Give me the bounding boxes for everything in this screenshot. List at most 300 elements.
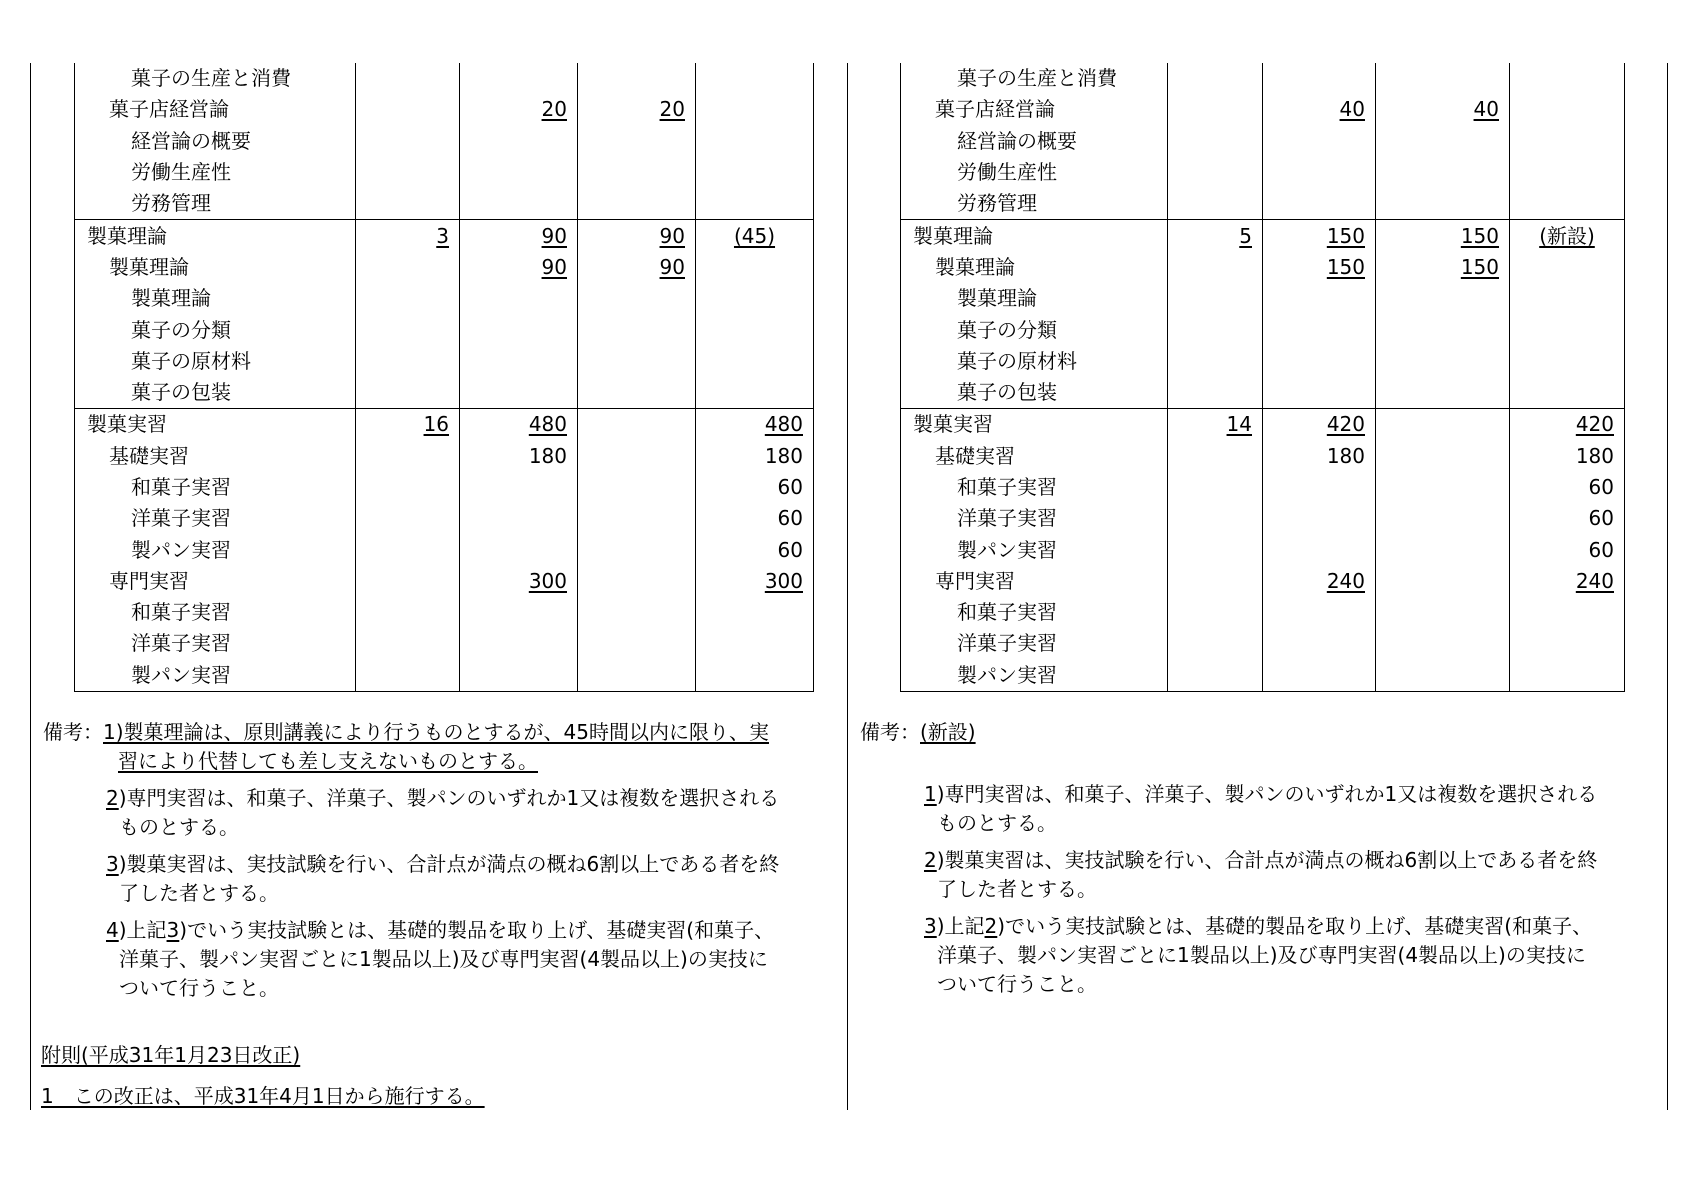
value-cell xyxy=(1510,660,1625,692)
value-cell xyxy=(696,63,814,94)
subject-cell xyxy=(75,252,356,283)
value-cell xyxy=(460,63,578,94)
subject-name: 菓子店経営論 xyxy=(935,97,1055,122)
left-notes xyxy=(43,718,779,1003)
value-cell xyxy=(696,409,814,441)
subject-name: 経営論の概要 xyxy=(131,128,251,153)
value-cell xyxy=(1168,472,1263,503)
note-text: )でいう実技試験とは、基礎的製品を取り上げ、基礎実習(和菓子、 xyxy=(997,914,1593,938)
subject-cell xyxy=(75,566,356,597)
subject-cell xyxy=(75,314,356,345)
subject-name: 製菓理論 xyxy=(109,254,189,279)
subject-name: 製菓理論 xyxy=(957,286,1037,311)
value: 60 xyxy=(1588,506,1614,531)
value-cell xyxy=(1168,597,1263,628)
subject-name: 菓子の生産と消費 xyxy=(957,66,1117,91)
table-row xyxy=(75,377,814,409)
note-line xyxy=(106,850,779,879)
subject-name: 菓子の原材料 xyxy=(131,348,251,373)
value: 180 xyxy=(1575,443,1614,468)
value-cell xyxy=(1510,157,1625,188)
left-curriculum-table xyxy=(74,63,814,692)
value-cell xyxy=(1376,377,1510,409)
value-cell xyxy=(1376,409,1510,441)
subject-name: 菓子の分類 xyxy=(131,317,231,342)
value: 40 xyxy=(1473,97,1499,122)
note-line xyxy=(106,813,779,842)
value: 60 xyxy=(777,506,803,531)
note-line xyxy=(924,809,1597,838)
table-row xyxy=(75,188,814,220)
value-cell xyxy=(1263,314,1376,345)
value-cell xyxy=(578,126,696,157)
note-line xyxy=(924,970,1597,999)
table-row xyxy=(75,441,814,472)
value-cell xyxy=(696,314,814,345)
subject-name: 労務管理 xyxy=(131,191,211,216)
value-cell xyxy=(1510,566,1625,597)
value-cell xyxy=(696,472,814,503)
value-cell xyxy=(578,94,696,125)
value-cell xyxy=(1510,188,1625,220)
value: 60 xyxy=(777,537,803,562)
subject-cell xyxy=(75,188,356,220)
value-cell xyxy=(578,252,696,283)
note-text: 洋菓子、製パン実習ごとに1製品以上)及び専門実習(4製品以上)の実技に xyxy=(119,947,768,971)
subject-cell xyxy=(901,188,1168,220)
value: 5 xyxy=(1239,223,1252,248)
value-cell xyxy=(460,534,578,565)
subject-name: 菓子店経営論 xyxy=(109,97,229,122)
value-cell xyxy=(356,346,460,377)
subject-name: 労働生産性 xyxy=(131,160,231,185)
value-cell xyxy=(578,157,696,188)
value-cell xyxy=(356,377,460,409)
value-cell xyxy=(578,534,696,565)
value-cell xyxy=(1376,283,1510,314)
note-text: )製菓実習は、実技試験を行い、合計点が満点の概ね6割以上である者を終 xyxy=(936,848,1598,872)
value-cell xyxy=(696,377,814,409)
table-row xyxy=(901,188,1625,220)
right-notes xyxy=(860,718,1597,999)
value-cell xyxy=(1376,188,1510,220)
value-cell xyxy=(1376,534,1510,565)
value: 16 xyxy=(423,412,449,437)
value: 40 xyxy=(1339,97,1365,122)
subject-name: 洋菓子実習 xyxy=(957,506,1057,531)
value-cell xyxy=(696,566,814,597)
value: 60 xyxy=(777,475,803,499)
table-row xyxy=(901,314,1625,345)
subject-cell xyxy=(75,597,356,628)
subject-cell xyxy=(75,377,356,409)
note-line xyxy=(106,784,779,813)
subject-cell xyxy=(75,628,356,659)
subject-name: 洋菓子実習 xyxy=(131,506,231,531)
note-line xyxy=(106,879,779,908)
note-line xyxy=(106,945,779,974)
table-row xyxy=(901,409,1625,441)
value-cell xyxy=(1263,503,1376,534)
subject-name: 製菓理論 xyxy=(935,254,1015,279)
value-cell xyxy=(356,314,460,345)
subject-cell xyxy=(901,63,1168,94)
subject-name: 基礎実習 xyxy=(935,443,1015,468)
note-text: )上記 xyxy=(936,914,985,938)
note-text: )上記 xyxy=(118,918,167,942)
value-cell xyxy=(356,126,460,157)
value-cell xyxy=(1376,63,1510,94)
value-cell xyxy=(1510,314,1625,345)
subject-cell xyxy=(75,441,356,472)
value-cell xyxy=(1168,346,1263,377)
table-row xyxy=(75,220,814,252)
value-cell xyxy=(1510,377,1625,409)
value-cell xyxy=(578,660,696,692)
subject-cell xyxy=(75,472,356,503)
value-cell xyxy=(1263,628,1376,659)
value: 60 xyxy=(1588,537,1614,562)
value-cell xyxy=(1376,628,1510,659)
value-cell xyxy=(356,660,460,692)
subject-name: 菓子の包装 xyxy=(957,380,1057,405)
value-cell xyxy=(356,283,460,314)
note-text: ついて行うこと。 xyxy=(937,972,1097,996)
value: 90 xyxy=(659,223,685,248)
subject-cell xyxy=(75,346,356,377)
value: 240 xyxy=(1326,568,1365,593)
value-cell xyxy=(1168,503,1263,534)
value-cell xyxy=(1168,63,1263,94)
value-cell xyxy=(1263,94,1376,125)
value-cell xyxy=(1168,409,1263,441)
value: 90 xyxy=(541,254,567,279)
subject-name: 菓子の原材料 xyxy=(957,348,1077,373)
subject-cell xyxy=(901,346,1168,377)
subject-cell xyxy=(75,534,356,565)
subject-name: 和菓子実習 xyxy=(131,475,231,499)
value: 420 xyxy=(1575,412,1614,437)
subject-cell xyxy=(901,220,1168,252)
note-text: 1 xyxy=(924,782,937,806)
value-cell xyxy=(1263,346,1376,377)
value-cell xyxy=(1376,220,1510,252)
table-row xyxy=(901,220,1625,252)
value-cell xyxy=(1376,94,1510,125)
value-cell xyxy=(1376,566,1510,597)
value-cell xyxy=(578,597,696,628)
value-cell xyxy=(696,188,814,220)
note-line xyxy=(924,875,1597,904)
value-cell xyxy=(696,503,814,534)
note-text: 洋菓子、製パン実習ごとに1製品以上)及び専門実習(4製品以上)の実技に xyxy=(937,943,1586,967)
subject-name: 洋菓子実習 xyxy=(131,631,231,656)
left-page-border xyxy=(30,63,31,1110)
value-cell xyxy=(356,441,460,472)
table-row xyxy=(901,63,1625,94)
value: 180 xyxy=(764,443,803,468)
value-cell xyxy=(1263,472,1376,503)
value-cell xyxy=(578,472,696,503)
note-line xyxy=(924,780,1597,809)
value-cell xyxy=(1168,283,1263,314)
subject-name: 和菓子実習 xyxy=(131,600,231,625)
value-cell xyxy=(460,252,578,283)
note-line xyxy=(924,941,1597,970)
table-row xyxy=(901,660,1625,692)
table-row xyxy=(75,314,814,345)
value-cell xyxy=(356,534,460,565)
table-row xyxy=(75,628,814,659)
value-cell xyxy=(1168,252,1263,283)
notes-label: 備考： xyxy=(43,720,103,744)
value-cell xyxy=(460,346,578,377)
table-row xyxy=(75,126,814,157)
value-cell xyxy=(1510,126,1625,157)
note-line xyxy=(924,846,1597,875)
note-text: ついて行うこと。 xyxy=(119,976,279,1000)
supplementary-provisions xyxy=(41,1041,485,1111)
value: 3 xyxy=(436,223,449,248)
note-line xyxy=(924,912,1597,941)
value-cell xyxy=(356,220,460,252)
value-cell xyxy=(1510,472,1625,503)
value-cell xyxy=(1168,157,1263,188)
value: 180 xyxy=(1326,443,1365,468)
table-row xyxy=(901,126,1625,157)
value: 480 xyxy=(528,412,567,437)
value-cell xyxy=(1376,252,1510,283)
table-row xyxy=(75,597,814,628)
value-cell xyxy=(1510,252,1625,283)
note-text: ものとする。 xyxy=(119,815,239,839)
value: 300 xyxy=(528,568,567,593)
value-cell xyxy=(1168,660,1263,692)
table-row xyxy=(901,346,1625,377)
table-row xyxy=(75,566,814,597)
note-item xyxy=(860,912,1597,999)
note-text: 2 xyxy=(924,848,937,872)
value-cell xyxy=(1263,63,1376,94)
subject-cell xyxy=(901,409,1168,441)
value-cell xyxy=(460,628,578,659)
value-cell xyxy=(356,409,460,441)
subject-cell xyxy=(901,377,1168,409)
value-cell xyxy=(356,472,460,503)
value-cell xyxy=(1376,314,1510,345)
value-cell xyxy=(1510,283,1625,314)
value-cell xyxy=(1168,314,1263,345)
subject-cell xyxy=(75,94,356,125)
subject-cell xyxy=(901,628,1168,659)
table-row xyxy=(75,63,814,94)
value-cell xyxy=(1168,188,1263,220)
table-row xyxy=(901,252,1625,283)
value-cell xyxy=(578,377,696,409)
value-cell xyxy=(1263,377,1376,409)
value: (45) xyxy=(733,223,776,248)
supplementary-item: 1 この改正は、平成31年4月1日から施行する。 xyxy=(41,1084,485,1108)
note-item xyxy=(43,784,779,842)
value-cell xyxy=(696,220,814,252)
value-cell xyxy=(1263,441,1376,472)
value-cell xyxy=(696,346,814,377)
subject-name: 製パン実習 xyxy=(957,537,1057,562)
value-cell xyxy=(356,597,460,628)
right-curriculum-table xyxy=(900,63,1625,692)
value: 150 xyxy=(1326,254,1365,279)
note-text: 2 xyxy=(984,914,998,938)
subject-cell xyxy=(901,597,1168,628)
value: 180 xyxy=(528,443,567,468)
subject-name: 製パン実習 xyxy=(131,662,231,687)
note-text: 2 xyxy=(106,786,119,810)
note-line xyxy=(106,974,779,1003)
value: 60 xyxy=(1588,475,1614,499)
value-cell xyxy=(460,472,578,503)
value-cell xyxy=(578,409,696,441)
note-line xyxy=(106,916,779,945)
subject-name: 和菓子実習 xyxy=(957,600,1057,625)
subject-cell xyxy=(75,283,356,314)
table-row xyxy=(901,472,1625,503)
note-text: 了した者とする。 xyxy=(937,877,1097,901)
value-cell xyxy=(1376,503,1510,534)
subject-name: 菓子の包装 xyxy=(131,380,231,405)
table-row xyxy=(75,283,814,314)
table-row xyxy=(901,441,1625,472)
subject-name: 製菓理論 xyxy=(131,286,211,311)
value-cell xyxy=(1376,441,1510,472)
note-item xyxy=(860,846,1597,904)
notes-spacer xyxy=(860,747,1597,772)
value-cell xyxy=(578,346,696,377)
value-cell xyxy=(1510,346,1625,377)
subject-cell xyxy=(901,503,1168,534)
value-cell xyxy=(1263,220,1376,252)
value: 20 xyxy=(659,97,685,122)
subject-cell xyxy=(75,503,356,534)
note-text: )専門実習は、和菓子、洋菓子、製パンのいずれか1又は複数を選択される xyxy=(936,782,1598,806)
table-row xyxy=(75,252,814,283)
note-item xyxy=(860,780,1597,838)
subject-cell xyxy=(75,157,356,188)
subject-name: 経営論の概要 xyxy=(957,128,1077,153)
value-cell xyxy=(356,566,460,597)
value-cell xyxy=(460,188,578,220)
subject-cell xyxy=(901,314,1168,345)
note-text: ものとする。 xyxy=(937,811,1057,835)
subject-cell xyxy=(901,157,1168,188)
value-cell xyxy=(696,660,814,692)
subject-name: 製菓実習 xyxy=(913,412,993,437)
value-cell xyxy=(696,534,814,565)
value-cell xyxy=(1263,534,1376,565)
value-cell xyxy=(1510,503,1625,534)
notes-label-suffix: (新設) xyxy=(920,720,976,744)
notes-header xyxy=(43,718,779,747)
value-cell xyxy=(1263,597,1376,628)
value-cell xyxy=(460,314,578,345)
value-cell xyxy=(356,94,460,125)
value-cell xyxy=(460,283,578,314)
subject-name: 和菓子実習 xyxy=(957,475,1057,499)
subject-name: 製菓実習 xyxy=(87,412,167,437)
subject-cell xyxy=(901,534,1168,565)
value-cell xyxy=(460,377,578,409)
value-cell xyxy=(578,314,696,345)
subject-cell xyxy=(901,126,1168,157)
subject-name: 製パン実習 xyxy=(957,662,1057,687)
subject-name: 製菓理論 xyxy=(913,223,993,248)
note-line xyxy=(43,747,779,776)
value-cell xyxy=(356,188,460,220)
value-cell xyxy=(578,283,696,314)
value-cell xyxy=(1168,126,1263,157)
value-cell xyxy=(1510,534,1625,565)
value-cell xyxy=(460,503,578,534)
value-cell xyxy=(1376,157,1510,188)
value-cell xyxy=(460,660,578,692)
value: 420 xyxy=(1326,412,1365,437)
note-text: )専門実習は、和菓子、洋菓子、製パンのいずれか1又は複数を選択される xyxy=(118,786,780,810)
value-cell xyxy=(1510,441,1625,472)
value-cell xyxy=(356,63,460,94)
subject-name: 基礎実習 xyxy=(109,443,189,468)
table-row xyxy=(901,534,1625,565)
value-cell xyxy=(1510,628,1625,659)
subject-cell xyxy=(75,220,356,252)
value-cell xyxy=(1376,660,1510,692)
value: (新設) xyxy=(1539,223,1595,248)
value-cell xyxy=(460,157,578,188)
table-row xyxy=(75,94,814,125)
subject-name: 菓子の生産と消費 xyxy=(131,66,291,91)
value-cell xyxy=(460,126,578,157)
subject-cell xyxy=(901,94,1168,125)
subject-cell xyxy=(901,660,1168,692)
supplementary-title: 附則(平成31年1月23日改正) xyxy=(41,1043,301,1067)
subject-cell xyxy=(75,660,356,692)
subject-name: 労働生産性 xyxy=(957,160,1057,185)
value-cell xyxy=(356,503,460,534)
value-cell xyxy=(696,252,814,283)
value-cell xyxy=(1168,377,1263,409)
subject-cell xyxy=(901,283,1168,314)
value-cell xyxy=(578,566,696,597)
table-row xyxy=(901,377,1625,409)
value-cell xyxy=(356,252,460,283)
value-cell xyxy=(1263,126,1376,157)
table-row xyxy=(901,628,1625,659)
value: 150 xyxy=(1460,223,1499,248)
table-row xyxy=(75,472,814,503)
subject-cell xyxy=(75,126,356,157)
subject-name: 菓子の分類 xyxy=(957,317,1057,342)
value-cell xyxy=(1263,188,1376,220)
value-cell xyxy=(356,157,460,188)
value-cell xyxy=(356,628,460,659)
value-cell xyxy=(578,188,696,220)
value-cell xyxy=(1263,566,1376,597)
center-divider xyxy=(847,63,848,1110)
note-text: 3 xyxy=(924,914,937,938)
value-cell xyxy=(696,628,814,659)
value-cell xyxy=(578,628,696,659)
value-cell xyxy=(460,597,578,628)
value-cell xyxy=(1376,346,1510,377)
table-row xyxy=(75,409,814,441)
